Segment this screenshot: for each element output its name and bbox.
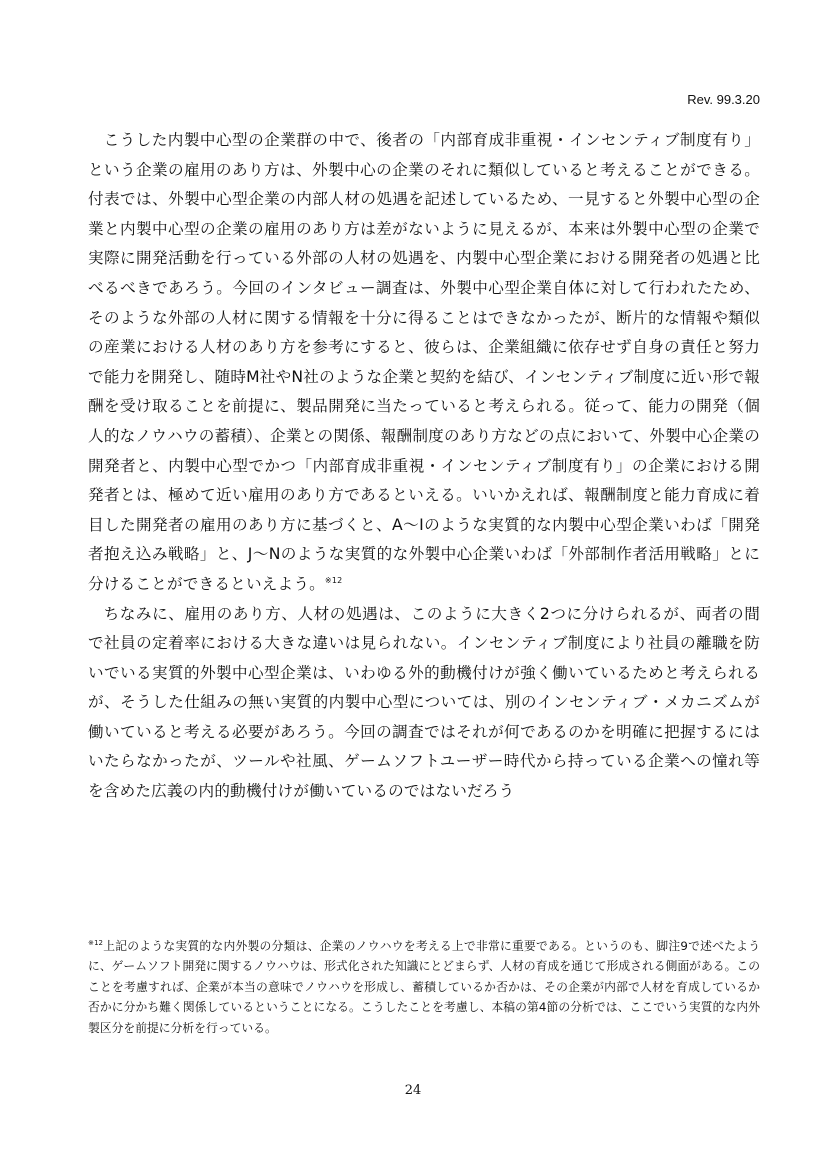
paragraph-2 [88,600,760,807]
paragraph-1 [88,126,760,600]
revision-label: Rev. 99.3.20 [687,92,760,107]
footnote-text: 上記のような実質的な内外製の分類は、企業のノウハウを考える上で非常に重要である。というのも、脚注9で述べたように、ゲームソフト開発に関するノウハウは、形式化された知識にとどまらず、人材の育成を通じて形成される側面がある。このことを考慮すれば、企業が本当の意味でノウハウを形成し、蓄積しているか否かは、その企業が内部で人材を育成しているか否かに分かち難く関係しているということになる。こうしたことを考慮し、本稿の第4節の分析では、ここでいう実質的な内外製区分を前提に分析を行っている。 [88,939,760,1035]
paragraph-2-text: ちなみに、雇用のあり方、人材の処遇は、このように大きく2つに分けられるが、両者の間で社員の定着率における大きな違いは見られない。インセンティブ制度により社員の離職を防いでいる実質的外製中心型企業は、いわゆる外的動機付けが強く働いているためと考えられるが、そうした仕組みの無い実質的内製中心型については、別のインセンティブ・メカニズムが働いていると考える必要があろう。今回の調査ではそれが何であるのかを明確に把握するにはいたらなかったが、ツールや社風、ゲームソフトユーザー時代から持っている企業への憧れ等を含めた広義の内的動機付けが働いているのではないだろう [88,604,760,801]
footnote-mark: ※12 [88,939,103,948]
page-number: 24 [404,1083,422,1098]
body-text [88,126,760,807]
footnote [88,936,760,1038]
paragraph-1-text: こうした内製中心型の企業群の中で、後者の「内部育成非重視・インセンティブ制度有り」という企業の雇用のあり方は、外製中心の企業のそれに類似していると考えることができる。付表では、外製中心型企業の内部人材の処遇を記述しているため、一見すると外製中心型の企業と内製中心型の企業の雇用のあり方は差がないように見えるが、本来は外製中心型の企業で実際に開発活動を行っている外部の人材の処遇を、内製中心型企業における開発者の処遇と比べるべきであろう。今回のインタビュー調査は、外製中心型企業自体に対して行われたため、そのような外部の人材に関する情報を十分に得ることはできなかったが、断片的な情報や類似の産業における人材のあり方を参考にすると、彼らは、企業組織に依存せず自身の責任と努力で能力を開発し、随時M社やN社のような企業と契約を結び、インセンティブ制度に近い形で報酬を受け取ることを前提に、製品開発に当たっていると考えられる。従って、能力の開発（個人的なノウハウの蓄積）、企業との関係、報酬制度のあり方などの点において、外製中心企業の開発者と、内製中心型でかつ「内部育成非重視・インセンティブ制度有り」の企業における開発者とは、極めて近い雇用のあり方であるといえる。いいかえれば、報酬制度と能力育成に着目した開発者の雇用のあり方に基づくと、A～Iのような実質的な内製中心型企業いわば「開発者抱え込み戦略」と、J～Nのような実質的な外製中心企業いわば「外部制作者活用戦略」とに分けることができるといえよう。 [88,131,760,593]
footnote-reference: ※12 [324,575,343,585]
